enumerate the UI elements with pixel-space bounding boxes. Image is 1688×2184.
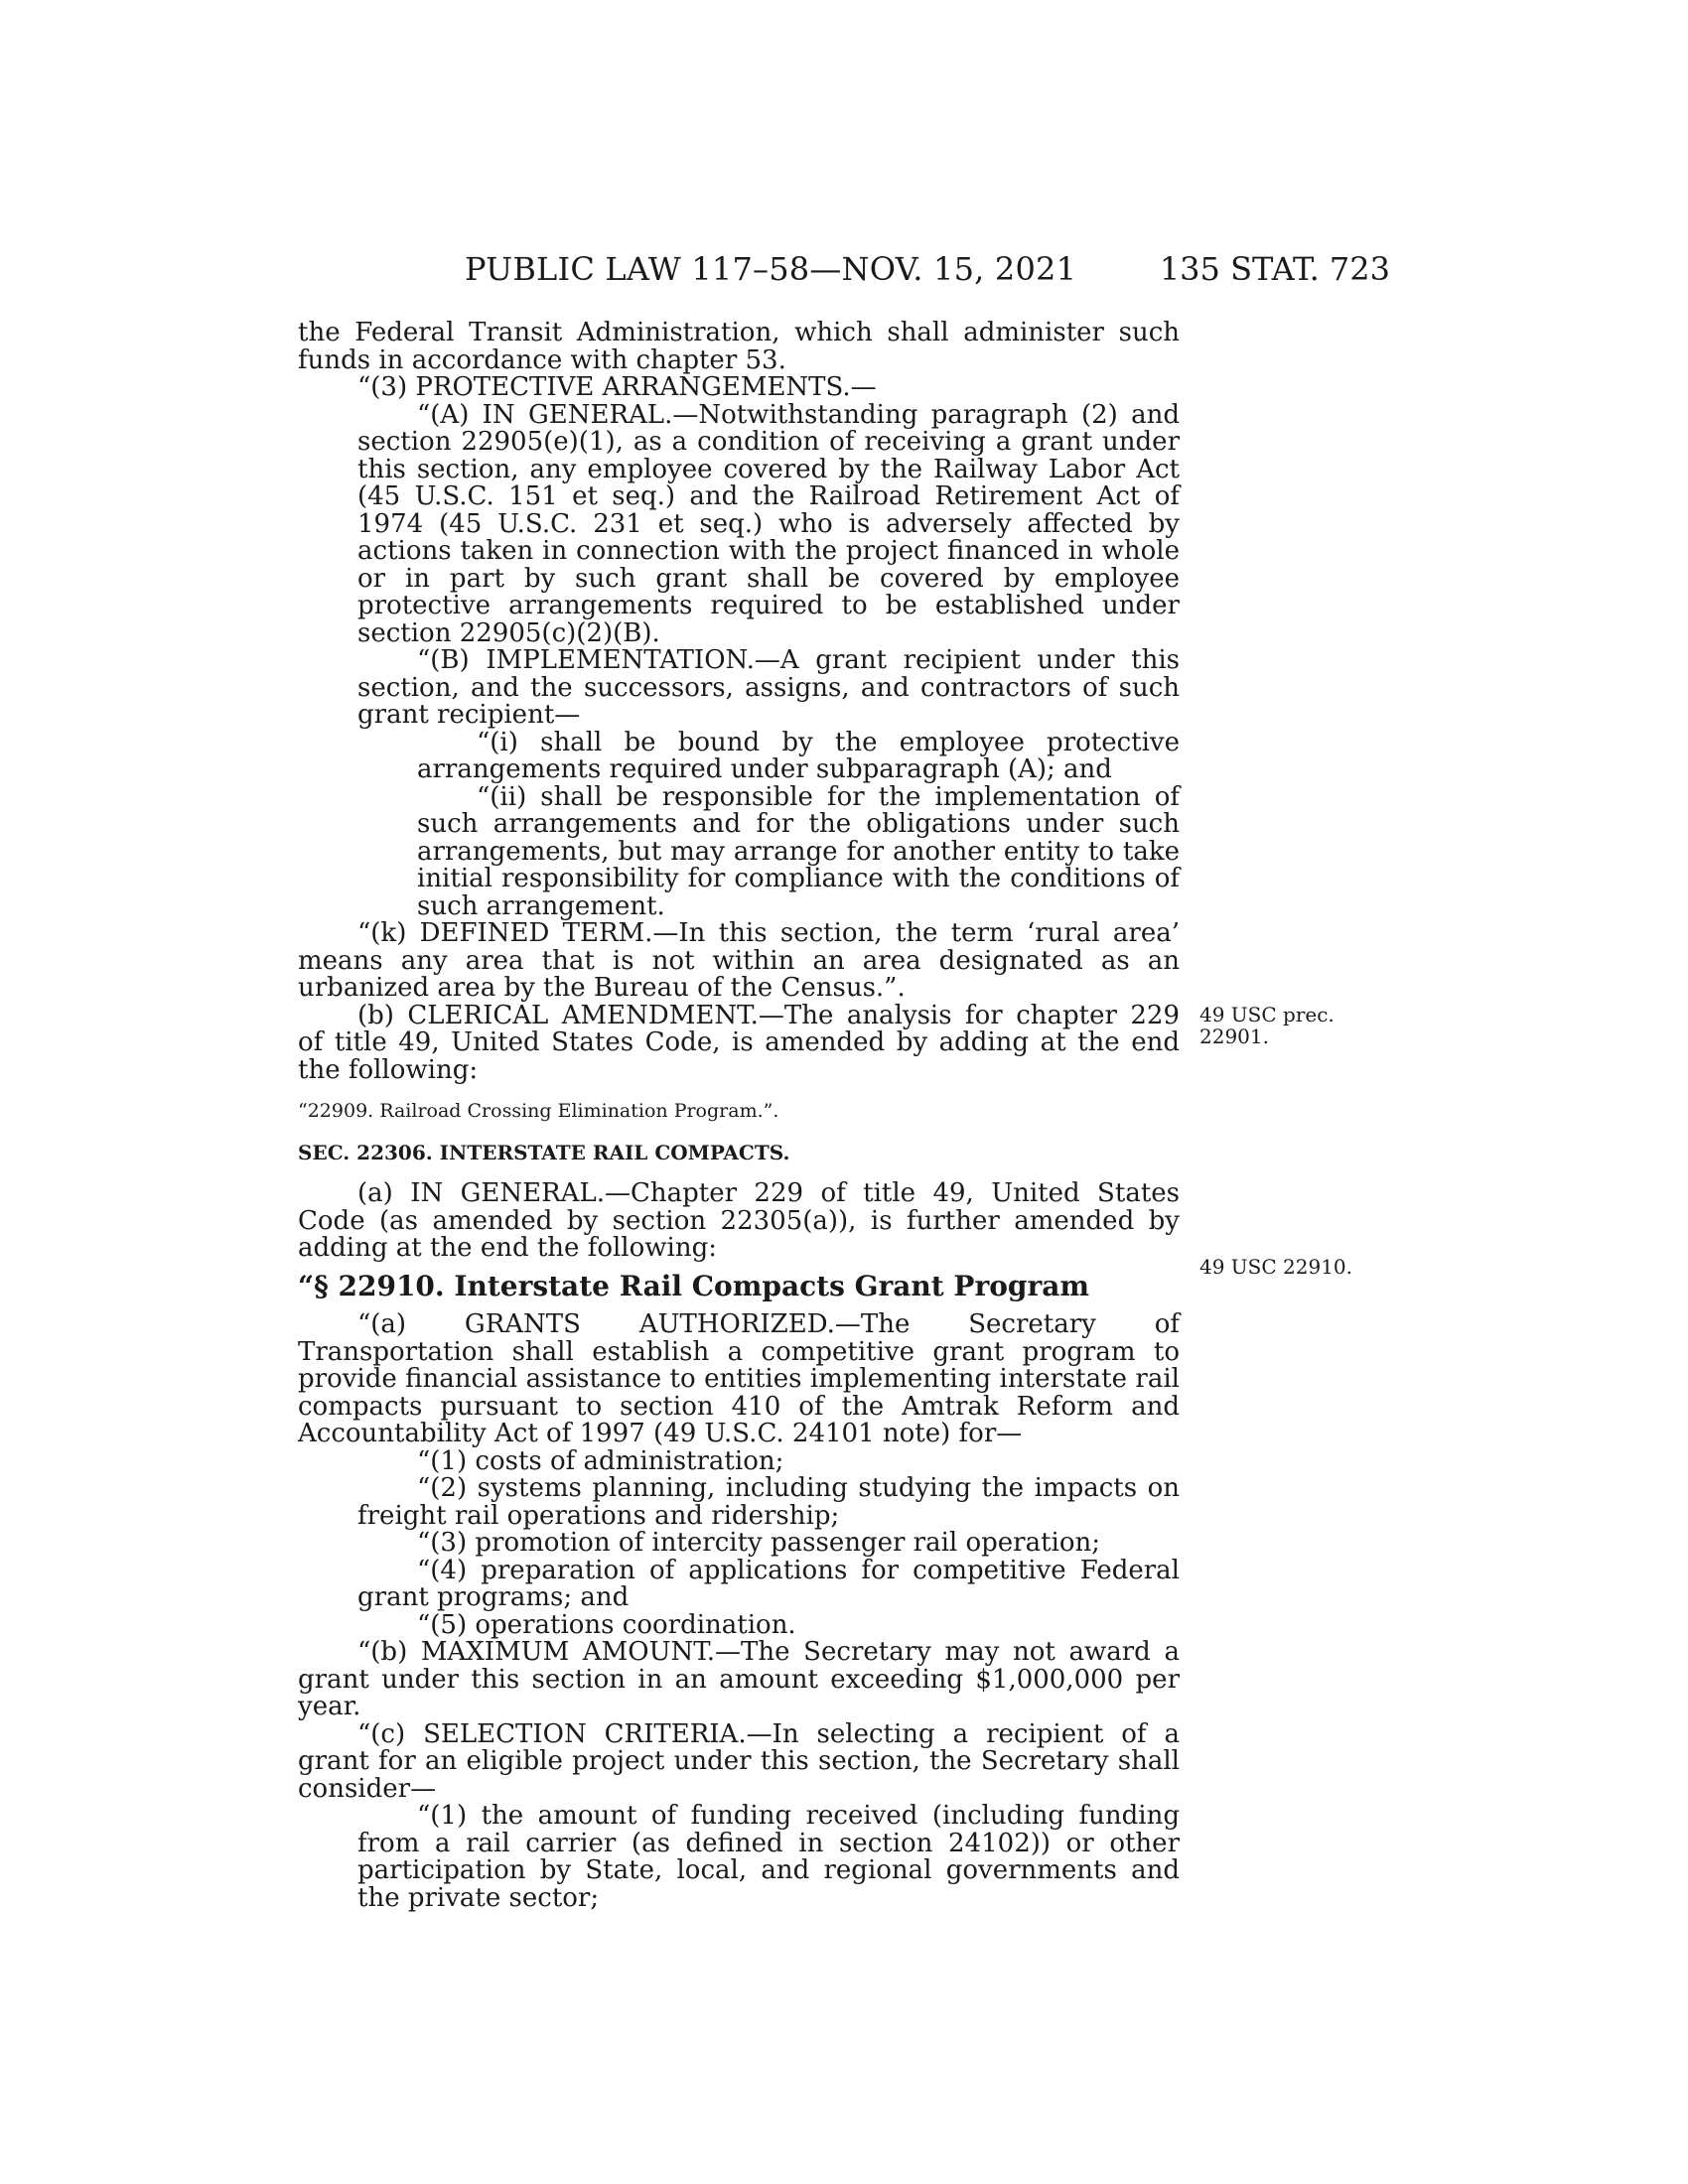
paragraph-a-grants-authorized: “(a) GRANTS AUTHORIZED.—The Secretary of Transportation shall establish a competitive grant program to provide financial assistance to entities implementing interstate rail compacts pursuant to section 410 of the Amtrak Reform and Accountability Act of 1997 (49 U.S.C. 24101 note) for— (298, 1309, 1180, 1448)
paragraph-1-costs: “(1) costs of administration; (417, 1445, 784, 1476)
paragraph-k-defined-term: “(k) DEFINED TERM.—In this section, the term ‘rural area’ means any area that is not within an area designated as an urbanized area by the Bureau of the Census.”. (298, 918, 1180, 1003)
margin-note-prec: 49 USC prec. 22901. (1199, 1003, 1335, 1048)
paragraph-b-implementation: “(B) IMPLEMENTATION.—A grant recipient under this section, and the successors, assigns, and contractors of such grant recipient— (357, 645, 1180, 730)
paragraph-1-funding: “(1) the amount of funding received (including funding from a rail carrier (as defined in section 24102)) or other participation by State, local, and regional governments and the private sector; (357, 1801, 1180, 1913)
paragraph-3-promotion: “(3) promotion of intercity passenger rail operation; (417, 1528, 1101, 1558)
header-title: PUBLIC LAW 117–58—NOV. 15, 2021 (465, 250, 1077, 288)
margin-note-section: 49 USC 22910. (1199, 1255, 1353, 1279)
paragraph-fta-funds: the Federal Transit Administration, which shall administer such funds in accordance with chapter 53. (298, 318, 1180, 375)
paragraph-a-general: (a) IN GENERAL.—Chapter 229 of title 49, United States Code (as amended by section 22305(a)), is further amended by adding at the end the following: (298, 1178, 1180, 1263)
body-text (298, 320, 1180, 1912)
paragraph-ii-responsible: “(ii) shall be responsible for the implementation of such arrangements and for the obligations under such arrangements, but may arrange for another entity to take initial responsibility for compliance with the conditions of such arrangement. (417, 781, 1180, 921)
page-header (298, 250, 1390, 310)
paragraph-2-systems-planning: “(2) systems planning, including studying the impacts on freight rail operations and ridership; (357, 1473, 1180, 1531)
paragraph-protective-arrangements-heading: “(3) PROTECTIVE ARRANGEMENTS.— (357, 372, 877, 402)
paragraph-4-preparation: “(4) preparation of applications for competitive Federal grant programs; and (357, 1555, 1180, 1612)
paragraph-5-operations: “(5) operations coordination. (417, 1609, 796, 1640)
header-page-number: 135 STAT. 723 (1159, 250, 1390, 288)
paragraph-c-selection-criteria: “(c) SELECTION CRITERIA.—In selecting a recipient of a grant for an eligible project under this section, the Secretary shall consider— (298, 1718, 1180, 1804)
section-title: “§ 22910. Interstate Rail Compacts Grant Program (298, 1269, 1090, 1302)
paragraph-i-bound: “(i) shall be bound by the employee protective arrangements required under subparagraph (A); and (417, 727, 1180, 784)
paragraph-b-maximum-amount: “(b) MAXIMUM AMOUNT.—The Secretary may not award a grant under this section in an amount exceeding $1,000,000 per year. (298, 1637, 1180, 1721)
section-heading: SEC. 22306. INTERSTATE RAIL COMPACTS. (298, 1140, 790, 1164)
paragraph-b-clerical-amendment: (b) CLERICAL AMENDMENT.—The analysis for chapter 229 of title 49, United States Code, is amended by adding at the end the following: (298, 1000, 1180, 1085)
clerical-insertion: “22909. Railroad Crossing Elimination Program.”. (298, 1100, 779, 1122)
paragraph-a-in-general: “(A) IN GENERAL.—Notwithstanding paragraph (2) and section 22905(e)(1), as a condition of receiving a grant under this section, any employee covered by the Railway Labor Act (45 U.S.C. 151 et seq.) and the Railroad Retirement Act of 1974 (45 U.S.C. 231 et seq.) who is adversely affected by actions taken in connection with the project financed in whole or in part by such grant shall be covered by employee protective arrangements required to be established under section 22905(c)(2)(B). (357, 399, 1180, 648)
